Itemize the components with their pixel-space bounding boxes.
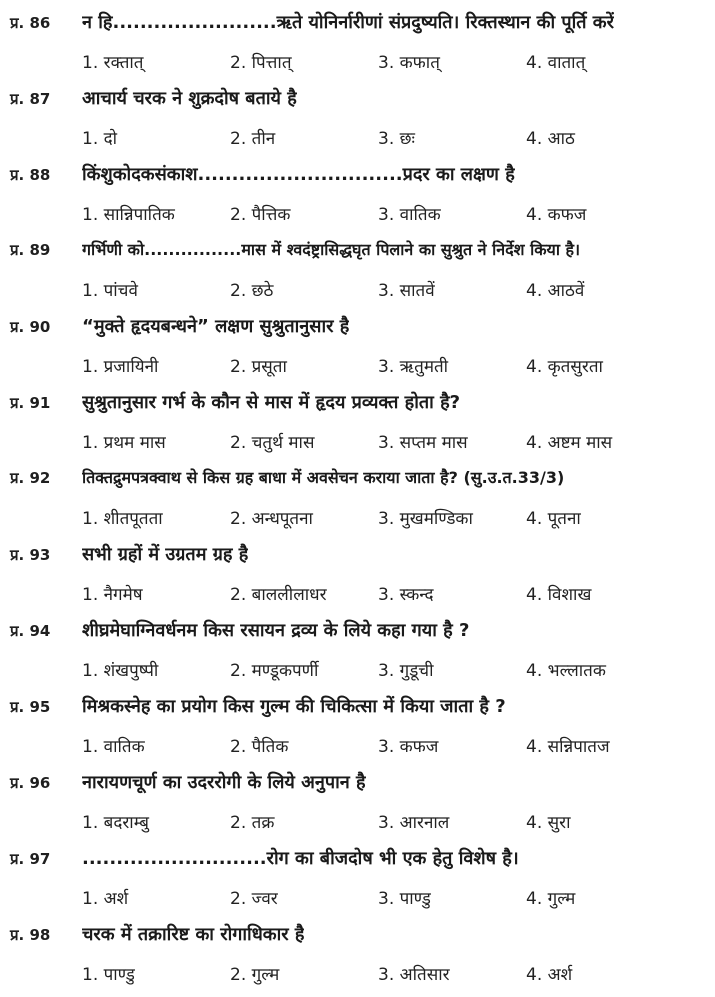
question-89 bbox=[10, 234, 707, 310]
question-text: ...........................रोग का बीजदोष भी एक हेतु विशेष है। bbox=[82, 848, 519, 869]
options-row bbox=[10, 648, 707, 690]
option-4: 4. भल्लातक bbox=[526, 660, 606, 681]
question-text: शीघ्रमेघाग्निवर्धनम किस रसायन द्रव्य के लिये कहा गया है ? bbox=[82, 620, 470, 641]
option-1: 1. शीतपूतता bbox=[82, 508, 163, 529]
question-line bbox=[10, 234, 707, 268]
option-4: 4. कृतसुरता bbox=[526, 356, 603, 377]
option-2: 2. तक्र bbox=[230, 812, 275, 833]
question-line bbox=[10, 158, 707, 192]
option-3: 3. स्कन्द bbox=[378, 584, 434, 605]
options-row bbox=[10, 192, 707, 234]
option-3: 3. पाण्डु bbox=[378, 888, 431, 909]
option-4: 4. कफज bbox=[526, 204, 587, 225]
option-3: 3. कफात् bbox=[378, 52, 440, 73]
question-93 bbox=[10, 538, 707, 614]
question-line bbox=[10, 82, 707, 116]
question-text: गर्भिणी को................मास में श्वदंष्ट्रासिद्धघृत पिलाने का सुश्रुत ने निर्देश किया है। bbox=[82, 240, 581, 259]
option-1: 1. पाण्डु bbox=[82, 964, 135, 985]
question-text: सभी ग्रहों में उग्रतम ग्रह है bbox=[82, 544, 249, 565]
question-91 bbox=[10, 386, 707, 462]
question-number: प्र. 92 bbox=[10, 469, 51, 487]
option-3: 3. वातिक bbox=[378, 204, 441, 225]
question-number: प्र. 93 bbox=[10, 546, 51, 564]
option-1: 1. वातिक bbox=[82, 736, 145, 757]
question-97 bbox=[10, 842, 707, 918]
question-line bbox=[10, 538, 707, 572]
question-number: प्र. 91 bbox=[10, 394, 51, 412]
options-row bbox=[10, 952, 707, 994]
question-text: “मुक्ते हृदयबन्धने” लक्षण सुश्रुतानुसार है bbox=[82, 316, 350, 337]
question-line bbox=[10, 918, 707, 952]
option-3: 3. कफज bbox=[378, 736, 439, 757]
question-line bbox=[10, 842, 707, 876]
option-2: 2. गुल्म bbox=[230, 964, 280, 985]
option-3: 3. ऋतुमती bbox=[378, 356, 449, 377]
option-3: 3. सातवें bbox=[378, 280, 435, 301]
option-1: 1. रक्तात् bbox=[82, 52, 144, 73]
question-number: प्र. 89 bbox=[10, 241, 51, 259]
option-1: 1. नैगमेष bbox=[82, 584, 143, 605]
question-text: किंशुकोदकसंकाश..............................प्रदर का लक्षण है bbox=[82, 164, 515, 185]
options-row bbox=[10, 116, 707, 158]
question-line bbox=[10, 6, 707, 40]
question-text: नारायणचूर्ण का उदररोगी के लिये अनुपान है bbox=[82, 772, 366, 793]
option-1: 1. प्रथम मास bbox=[82, 432, 166, 453]
options-row bbox=[10, 268, 707, 310]
options-row bbox=[10, 496, 707, 538]
option-2: 2. चतुर्थ मास bbox=[230, 432, 315, 453]
question-96 bbox=[10, 766, 707, 842]
options-row bbox=[10, 344, 707, 386]
option-3: 3. सप्तम मास bbox=[378, 432, 468, 453]
option-1: 1. शंखपुष्पी bbox=[82, 660, 159, 681]
question-86 bbox=[10, 6, 707, 82]
question-95 bbox=[10, 690, 707, 766]
question-line bbox=[10, 462, 707, 496]
option-2: 2. बाललीलाधर bbox=[230, 584, 327, 605]
question-number: प्र. 97 bbox=[10, 850, 51, 868]
question-88 bbox=[10, 158, 707, 234]
option-1: 1. दो bbox=[82, 128, 118, 149]
question-number: प्र. 95 bbox=[10, 698, 51, 716]
question-line bbox=[10, 614, 707, 648]
question-number: प्र. 88 bbox=[10, 166, 51, 184]
option-3: 3. छः bbox=[378, 128, 415, 149]
option-4: 4. वातात् bbox=[526, 52, 586, 73]
question-text: सुश्रुतानुसार गर्भ के कौन से मास में हृदय प्रव्यक्त होता है? bbox=[82, 392, 461, 413]
question-text: मिश्रकस्नेह का प्रयोग किस गुल्म की चिकित्सा में किया जाता है ? bbox=[82, 696, 506, 717]
option-3: 3. अतिसार bbox=[378, 964, 450, 985]
question-line bbox=[10, 310, 707, 344]
option-2: 2. प्रसूता bbox=[230, 356, 287, 377]
question-98 bbox=[10, 918, 707, 994]
option-4: 4. पूतना bbox=[526, 508, 581, 529]
option-3: 3. मुखमण्डिका bbox=[378, 508, 473, 529]
option-1: 1. सान्निपातिक bbox=[82, 204, 175, 225]
question-text: तिक्तद्रुमपत्रक्वाथ से किस ग्रह बाधा में अवसेचन कराया जाता है? (सु.उ.त.33/3) bbox=[82, 468, 565, 487]
option-4: 4. सुरा bbox=[526, 812, 571, 833]
option-1: 1. बदराम्बु bbox=[82, 812, 149, 833]
question-line bbox=[10, 386, 707, 420]
options-row bbox=[10, 420, 707, 462]
options-row bbox=[10, 876, 707, 918]
options-row bbox=[10, 40, 707, 82]
option-1: 1. अर्श bbox=[82, 888, 129, 909]
question-number: प्र. 94 bbox=[10, 622, 51, 640]
option-2: 2. ज्वर bbox=[230, 888, 278, 909]
question-text: आचार्य चरक ने शुक्रदोष बताये है bbox=[82, 88, 297, 109]
option-4: 4. अष्टम मास bbox=[526, 432, 613, 453]
option-2: 2. पैतिक bbox=[230, 736, 289, 757]
option-4: 4. आठवें bbox=[526, 280, 585, 301]
option-2: 2. अन्धपूतना bbox=[230, 508, 313, 529]
option-1: 1. प्रजायिनी bbox=[82, 356, 159, 377]
option-2: 2. पैत्तिक bbox=[230, 204, 291, 225]
option-3: 3. आरनाल bbox=[378, 812, 450, 833]
question-number: प्र. 90 bbox=[10, 318, 51, 336]
question-90 bbox=[10, 310, 707, 386]
option-4: 4. अर्श bbox=[526, 964, 573, 985]
option-4: 4. आठ bbox=[526, 128, 575, 149]
option-2: 2. छठे bbox=[230, 280, 274, 301]
option-4: 4. सन्निपातज bbox=[526, 736, 610, 757]
question-line bbox=[10, 690, 707, 724]
options-row bbox=[10, 572, 707, 614]
question-87 bbox=[10, 82, 707, 158]
question-text: न हि........................ऋते योनिर्नारीणां संप्रदुष्यति। रिक्तस्थान की पूर्ति करें bbox=[82, 12, 614, 33]
options-row bbox=[10, 724, 707, 766]
option-3: 3. गुडूची bbox=[378, 660, 434, 681]
question-line bbox=[10, 766, 707, 800]
question-number: प्र. 87 bbox=[10, 90, 51, 108]
question-number: प्र. 98 bbox=[10, 926, 51, 944]
option-2: 2. तीन bbox=[230, 128, 276, 149]
option-1: 1. पांचवे bbox=[82, 280, 138, 301]
option-2: 2. मण्डूकपर्णी bbox=[230, 660, 319, 681]
option-4: 4. विशाख bbox=[526, 584, 592, 605]
option-2: 2. पित्तात् bbox=[230, 52, 292, 73]
question-number: प्र. 86 bbox=[10, 14, 51, 32]
question-92 bbox=[10, 462, 707, 538]
question-number: प्र. 96 bbox=[10, 774, 51, 792]
question-94 bbox=[10, 614, 707, 690]
option-4: 4. गुल्म bbox=[526, 888, 576, 909]
question-text: चरक में तक्रारिष्ट का रोगाधिकार है bbox=[82, 924, 305, 945]
options-row bbox=[10, 800, 707, 842]
